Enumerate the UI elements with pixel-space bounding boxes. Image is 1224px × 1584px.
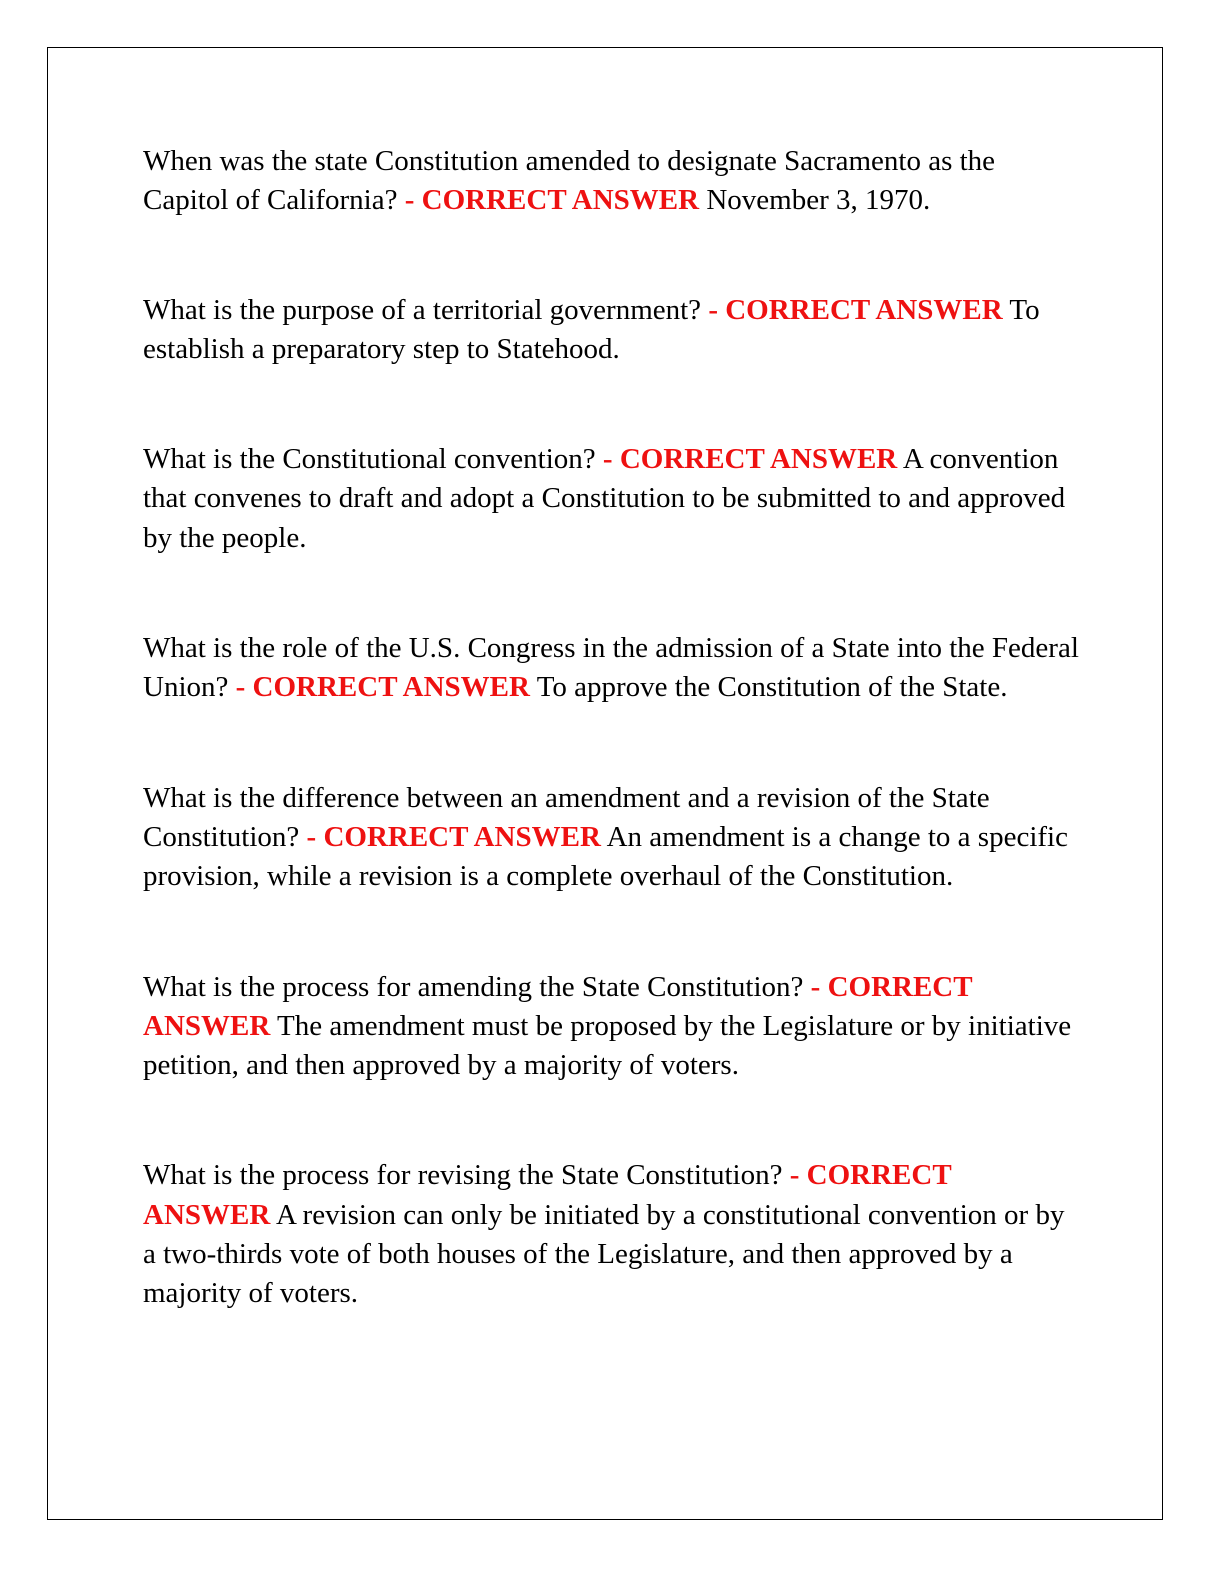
question-text: When was the state Constitution amended to designate Sacramento as the Capitol of California? [143, 145, 996, 217]
qa-item [143, 440, 1083, 558]
answer-marker: - CORRECT ANSWER [143, 970, 973, 1042]
question-text: What is the role of the U.S. Congress in the admission of a State into the Federal Union? [143, 632, 1079, 704]
answer-text: An amendment is a change to a specific provision, while a revision is a complete overhaul of the Constitution. [143, 820, 1068, 893]
answer-marker: - CORRECT ANSWER [143, 1159, 952, 1231]
question-text: What is the purpose of a territorial government? [143, 293, 702, 326]
question-text: What is the process for amending the State Constitution? [143, 970, 804, 1003]
answer-text: To approve the Constitution of the State. [536, 671, 1008, 704]
question-text: What is the difference between an amendment and a revision of the State Constitution? [143, 781, 990, 853]
qa-item [143, 968, 1083, 1086]
qa-item [143, 142, 1083, 221]
answer-marker: - CORRECT ANSWER [404, 184, 700, 217]
question-text: What is the process for revising the State Constitution? [143, 1159, 783, 1192]
answer-text: A revision can only be initiated by a constitutional convention or by a two-thirds vote of both houses of the Legislature, and then approved by a majority of voters. [143, 1198, 1065, 1310]
qa-item [143, 629, 1083, 708]
qa-item [143, 291, 1083, 370]
answer-marker: - CORRECT ANSWER [306, 820, 601, 853]
question-text: What is the Constitutional convention? [143, 443, 596, 476]
answer-marker: - CORRECT ANSWER [235, 671, 530, 704]
qa-item [143, 1156, 1083, 1313]
qa-list [143, 142, 1083, 1314]
answer-marker: - CORRECT ANSWER [708, 293, 1003, 326]
qa-item [143, 779, 1083, 897]
answer-text: To establish a preparatory step to Statehood. [143, 293, 1040, 365]
answer-text: November 3, 1970. [706, 184, 931, 217]
answer-text: A convention that convenes to draft and adopt a Constitution to be submitted to and approved by the people. [143, 443, 1066, 554]
answer-marker: - CORRECT ANSWER [602, 443, 898, 476]
answer-text: The amendment must be proposed by the Legislature or by initiative petition, and then approved by a majority of voters. [143, 1009, 1072, 1082]
